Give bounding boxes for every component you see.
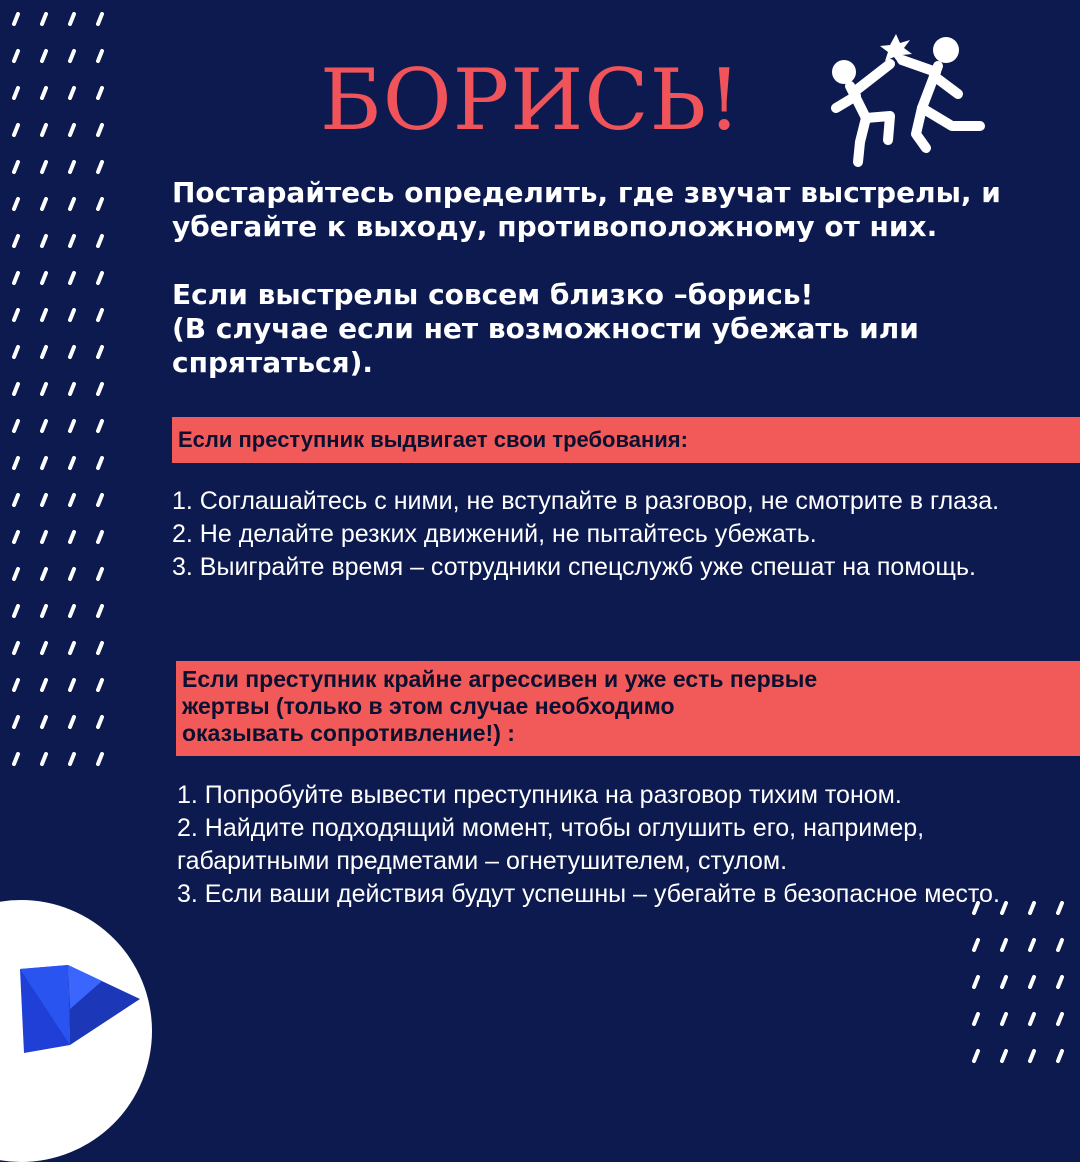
dash-mark (98, 88, 102, 98)
list-item: 3. Выиграйте время – сотрудники спецслужб уже спешат на помощь. (172, 553, 976, 581)
dash-mark (98, 273, 102, 283)
dash-mark (974, 940, 978, 950)
dash-mark (14, 421, 18, 431)
dash-mark (14, 273, 18, 283)
dash-mark (42, 162, 46, 172)
dash-mark (974, 1051, 978, 1061)
dash-mark (98, 569, 102, 579)
dash-mark (42, 347, 46, 357)
dash-mark (14, 532, 18, 542)
dash-mark (14, 310, 18, 320)
dash-mark (70, 125, 74, 135)
dash-mark (42, 310, 46, 320)
dash-mark (42, 421, 46, 431)
dash-mark (1058, 1051, 1062, 1061)
dash-mark (98, 532, 102, 542)
dash-mark (70, 717, 74, 727)
dash-mark (98, 236, 102, 246)
dash-mark (14, 162, 18, 172)
dash-mark (42, 532, 46, 542)
dash-mark (14, 51, 18, 61)
dash-mark (42, 458, 46, 468)
section-1-list (172, 485, 1032, 584)
dash-mark (14, 458, 18, 468)
dash-mark (42, 717, 46, 727)
section-2-heading-line: оказывать сопротивление!) : (182, 720, 515, 746)
dash-mark (14, 88, 18, 98)
dash-mark (70, 347, 74, 357)
dash-mark (70, 273, 74, 283)
section-2-heading (176, 661, 1080, 756)
dash-mark (70, 532, 74, 542)
intro-paragraph-2 (172, 278, 1052, 380)
fighting-figures-icon (830, 30, 1000, 170)
dash-mark (42, 51, 46, 61)
dash-mark (42, 236, 46, 246)
dash-mark (98, 495, 102, 505)
dash-mark (14, 606, 18, 616)
flag-logo-icon (14, 965, 140, 1055)
dash-mark (42, 606, 46, 616)
dash-mark (14, 569, 18, 579)
dash-mark (98, 162, 102, 172)
dash-mark (1030, 977, 1034, 987)
list-item: 1. Соглашайтесь с ними, не вступайте в разговор, не смотрите в глаза. (172, 487, 1000, 515)
dash-mark (14, 643, 18, 653)
dash-mark (1058, 977, 1062, 987)
dash-mark (70, 384, 74, 394)
dash-mark (70, 199, 74, 209)
dash-mark (70, 606, 74, 616)
list-item: 2. Найдите подходящий момент, чтобы оглушить его, например, габаритными предметами – огнетушителем, стулом. (177, 814, 925, 875)
dash-mark (14, 680, 18, 690)
dash-mark (974, 977, 978, 987)
dash-mark (1002, 1014, 1006, 1024)
dash-mark (42, 14, 46, 24)
intro-line-condition: (В случае если нет возможности убежать или спрятаться). (172, 312, 919, 379)
page-title: БОРИСЬ! (320, 51, 742, 149)
dash-mark (42, 754, 46, 764)
dash-mark (14, 347, 18, 357)
list-item: 1. Попробуйте вывести преступника на разговор тихим тоном. (177, 781, 902, 809)
dash-mark (70, 310, 74, 320)
dash-mark (1058, 940, 1062, 950)
dash-mark (42, 125, 46, 135)
dash-mark (42, 273, 46, 283)
dash-mark (1030, 1014, 1034, 1024)
section-2-heading-line: жертвы (только в этом случае необходимо (182, 693, 675, 719)
dash-mark (1002, 1051, 1006, 1061)
dash-mark (98, 421, 102, 431)
dash-mark (14, 754, 18, 764)
dash-mark (70, 643, 74, 653)
dash-mark (70, 569, 74, 579)
dash-mark (70, 458, 74, 468)
dash-mark (14, 125, 18, 135)
dash-mark (42, 569, 46, 579)
dash-mark (98, 310, 102, 320)
dash-pattern-left (0, 0, 115, 800)
dash-mark (42, 680, 46, 690)
dash-mark (98, 347, 102, 357)
dash-mark (98, 680, 102, 690)
intro-paragraph-1: Постарайтесь определить, где звучат выстрелы, и убегайте к выходу, противоположному от них. (172, 176, 1001, 243)
dash-mark (98, 717, 102, 727)
dash-mark (974, 1014, 978, 1024)
dash-mark (70, 495, 74, 505)
dash-mark (98, 458, 102, 468)
section-1-heading: Если преступник выдвигает свои требования: (172, 417, 1080, 463)
dash-mark (70, 14, 74, 24)
dash-mark (98, 51, 102, 61)
dash-mark (70, 236, 74, 246)
dash-mark (1030, 1051, 1034, 1061)
dash-mark (98, 125, 102, 135)
dash-pattern-right (960, 895, 1080, 1080)
dash-mark (70, 754, 74, 764)
list-item: 3. Если ваши действия будут успешны – убегайте в безопасное место. (177, 880, 1000, 908)
dash-mark (70, 51, 74, 61)
dash-mark (98, 754, 102, 764)
intro-text (172, 176, 1052, 380)
dash-mark (14, 384, 18, 394)
dash-mark (98, 14, 102, 24)
dash-mark (70, 421, 74, 431)
dash-mark (14, 495, 18, 505)
dash-mark (1002, 977, 1006, 987)
dash-mark (42, 384, 46, 394)
dash-mark (42, 88, 46, 98)
dash-mark (98, 643, 102, 653)
dash-mark (98, 606, 102, 616)
dash-mark (98, 199, 102, 209)
dash-mark (14, 199, 18, 209)
list-item: 2. Не делайте резких движений, не пытайтесь убежать. (172, 520, 817, 548)
dash-mark (70, 680, 74, 690)
dash-mark (14, 717, 18, 727)
dash-mark (1030, 940, 1034, 950)
dash-mark (1030, 903, 1034, 913)
dash-mark (42, 643, 46, 653)
dash-mark (42, 199, 46, 209)
intro-line-fight: Если выстрелы совсем близко –борись! (172, 278, 814, 311)
dash-mark (14, 236, 18, 246)
section-2-heading-line: Если преступник крайне агрессивен и уже есть первые (182, 666, 818, 692)
dash-mark (1058, 903, 1062, 913)
section-2-list (177, 779, 1017, 911)
dash-mark (70, 162, 74, 172)
dash-mark (98, 384, 102, 394)
dash-mark (1002, 940, 1006, 950)
dash-mark (1058, 1014, 1062, 1024)
dash-mark (14, 14, 18, 24)
dash-mark (42, 495, 46, 505)
dash-mark (70, 88, 74, 98)
